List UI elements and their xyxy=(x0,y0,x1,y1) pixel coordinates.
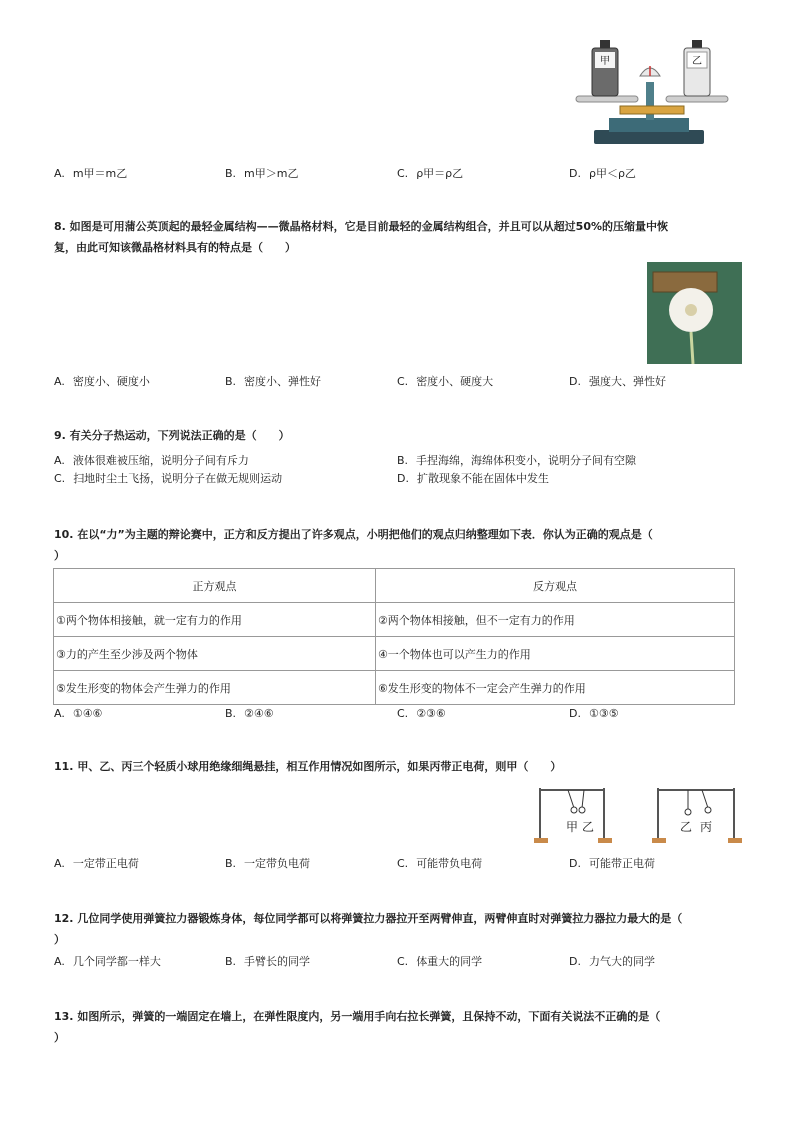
option-text: m甲＝m乙 xyxy=(72,167,128,180)
option-text: 密度小、硬度大 xyxy=(416,375,494,388)
option-text: 可能带负电荷 xyxy=(416,857,483,870)
right-bottle-label: 乙 xyxy=(692,56,702,67)
option-label: C. xyxy=(54,472,66,485)
q9-option-d[interactable] xyxy=(397,471,549,487)
q10-option-c[interactable] xyxy=(397,706,446,722)
q10-stem xyxy=(54,524,744,566)
q9-option-c[interactable] xyxy=(54,471,282,487)
table-cell: ⑤发生形变的物体会产生弹力的作用 xyxy=(54,671,376,705)
option-label: B. xyxy=(397,454,409,467)
option-text: ②④⑥ xyxy=(244,707,274,720)
option-label: D. xyxy=(397,472,409,485)
option-label: D. xyxy=(569,857,581,870)
option-text: 强度大、弹性好 xyxy=(588,375,666,388)
dandelion-stem xyxy=(691,332,693,364)
table-cell: ③力的产生至少涉及两个物体 xyxy=(54,637,376,671)
option-label: A. xyxy=(54,167,65,180)
left-bottle-label: 甲 xyxy=(600,56,610,67)
ball-bing xyxy=(705,807,711,813)
balance-base xyxy=(594,130,704,144)
q12-stem-line2: ） xyxy=(54,933,65,946)
ball-label-yi-2: 乙 xyxy=(680,820,693,834)
option-label: A. xyxy=(54,707,65,720)
option-label: C. xyxy=(397,167,409,180)
option-label: B. xyxy=(225,955,237,968)
right-pan xyxy=(666,96,728,102)
table-row xyxy=(54,637,735,671)
q10-stem-line2: ） xyxy=(54,549,65,562)
q12-stem-line1: 12. 几位同学使用弹簧拉力器锻炼身体，每位同学都可以将弹簧拉力器拉开至两臂伸直，两臂伸直时对弹簧拉力器拉力最大的是（ xyxy=(54,912,683,925)
option-text: 一定带正电荷 xyxy=(72,857,139,870)
option-label: C. xyxy=(397,707,409,720)
q8-option-b[interactable] xyxy=(225,374,321,390)
option-text: 液体很难被压缩，说明分子间有斥力 xyxy=(72,454,249,467)
q10-stem-line1: 10. 在以“力”为主题的辩论赛中，正方和反方提出了许多观点，小明把他们的观点归纳整理如下表．你认为正确的观点是（ xyxy=(54,528,653,541)
right-bottle xyxy=(684,40,710,96)
option-label: B. xyxy=(225,375,237,388)
option-text: 一定带负电荷 xyxy=(244,857,311,870)
q12-option-d[interactable] xyxy=(569,954,655,970)
option-text: ①④⑥ xyxy=(72,707,103,720)
q11-option-c[interactable] xyxy=(397,856,482,872)
option-label: D. xyxy=(569,955,581,968)
ball-yi xyxy=(579,807,585,813)
debate-views-table xyxy=(53,568,735,705)
stand-foot xyxy=(728,838,742,843)
q11-option-b[interactable] xyxy=(225,856,310,872)
option-label: B. xyxy=(225,857,237,870)
left-pan xyxy=(576,96,638,102)
option-text: 手臂长的同学 xyxy=(244,955,311,968)
table-cell: ②两个物体相接触，但不一定有力的作用 xyxy=(375,603,734,637)
q7-option-d[interactable] xyxy=(569,166,636,182)
q9-stem: 9. 有关分子热运动，下列说法正确的是（ ） xyxy=(54,429,290,442)
option-text: ρ甲＜ρ乙 xyxy=(588,167,636,180)
balance-scale-figure xyxy=(574,38,734,148)
ball-yi-2 xyxy=(685,809,691,815)
table-header-row xyxy=(54,569,735,603)
option-text: ρ甲＝ρ乙 xyxy=(416,167,464,180)
q9-option-a[interactable] xyxy=(54,453,249,469)
option-text: 体重大的同学 xyxy=(416,955,483,968)
option-text: 密度小、硬度小 xyxy=(72,375,150,388)
q10-option-d[interactable] xyxy=(569,706,619,722)
q8-option-a[interactable] xyxy=(54,374,150,390)
ball-label-yi: 乙 xyxy=(582,820,595,834)
ball-label-jia: 甲 xyxy=(566,820,579,834)
option-label: D. xyxy=(569,167,581,180)
q8-option-d[interactable] xyxy=(569,374,666,390)
q12-option-c[interactable] xyxy=(397,954,482,970)
q13-stem xyxy=(54,1006,744,1048)
option-label: A. xyxy=(54,955,65,968)
q12-option-a[interactable] xyxy=(54,954,161,970)
q13-stem-line1: 13. 如图所示，弹簧的一端固定在墙上，在弹性限度内，另一端用手向右拉长弹簧，且保持不动，下面有关说法不正确的是（ xyxy=(54,1010,661,1023)
q11-stem: 11. 甲、乙、丙三个轻质小球用绝缘细绳悬挂，相互作用情况如图所示，如果丙带正电荷，则甲（ ） xyxy=(54,760,562,773)
option-text: 可能带正电荷 xyxy=(588,857,655,870)
table-row xyxy=(54,671,735,705)
option-label: A. xyxy=(54,454,65,467)
balance-beam-ruler xyxy=(620,106,684,114)
option-text: m甲＞m乙 xyxy=(244,167,299,180)
q11-option-a[interactable] xyxy=(54,856,139,872)
q12-option-b[interactable] xyxy=(225,954,310,970)
option-label: C. xyxy=(397,857,409,870)
q8-stem-line2: 复，由此可知该微晶格材料具有的特点是（ ） xyxy=(54,241,296,254)
q10-option-a[interactable] xyxy=(54,706,102,722)
table-header-cell: 正方观点 xyxy=(54,569,376,603)
option-label: C. xyxy=(397,375,409,388)
q7-option-a[interactable] xyxy=(54,166,127,182)
q10-option-b[interactable] xyxy=(225,706,274,722)
balance-body xyxy=(609,118,689,132)
q7-option-b[interactable] xyxy=(225,166,298,182)
option-text: 手捏海绵，海绵体积变小，说明分子间有空隙 xyxy=(416,454,637,467)
ball-jia xyxy=(571,807,577,813)
option-text: 扩散现象不能在固体中发生 xyxy=(416,472,549,485)
option-label: C. xyxy=(397,955,409,968)
option-text: ②③⑥ xyxy=(416,707,446,720)
option-label: A. xyxy=(54,857,65,870)
dandelion-figure xyxy=(647,262,742,364)
q11-option-d[interactable] xyxy=(569,856,655,872)
option-label: D. xyxy=(569,707,581,720)
table-cell: ①两个物体相接触，就一定有力的作用 xyxy=(54,603,376,637)
table-cell: ⑥发生形变的物体不一定会产生弹力的作用 xyxy=(375,671,734,705)
q8-stem xyxy=(54,216,744,258)
ball-label-bing: 丙 xyxy=(700,820,713,834)
option-label: B. xyxy=(225,707,237,720)
table-header-cell: 反方观点 xyxy=(375,569,734,603)
charged-balls-figure xyxy=(532,784,742,848)
option-text: ①③⑤ xyxy=(588,707,619,720)
q7-option-c[interactable] xyxy=(397,166,463,182)
q9-option-b[interactable] xyxy=(397,453,636,469)
left-bottle xyxy=(592,40,618,96)
q8-stem-line1: 8. 如图是可用蒲公英顶起的最轻金属结构——微晶格材料，它是目前最轻的金属结构组合，并且可以从超过50%的压缩量中恢 xyxy=(54,220,668,233)
table-row xyxy=(54,603,735,637)
option-text: 几个同学都一样大 xyxy=(72,955,161,968)
option-label: D. xyxy=(569,375,581,388)
option-text: 力气大的同学 xyxy=(588,955,655,968)
option-text: 密度小、弹性好 xyxy=(244,375,322,388)
table-cell: ④一个物体也可以产生力的作用 xyxy=(375,637,734,671)
option-label: B. xyxy=(225,167,237,180)
q12-stem xyxy=(54,908,744,950)
stand-foot xyxy=(652,838,666,843)
q8-option-c[interactable] xyxy=(397,374,493,390)
option-label: A. xyxy=(54,375,65,388)
stand-foot xyxy=(598,838,612,843)
q13-stem-line2: ） xyxy=(54,1031,65,1044)
option-text: 扫地时尘土飞扬，说明分子在做无规则运动 xyxy=(73,472,283,485)
right-stand xyxy=(658,788,734,840)
stand-foot xyxy=(534,838,548,843)
